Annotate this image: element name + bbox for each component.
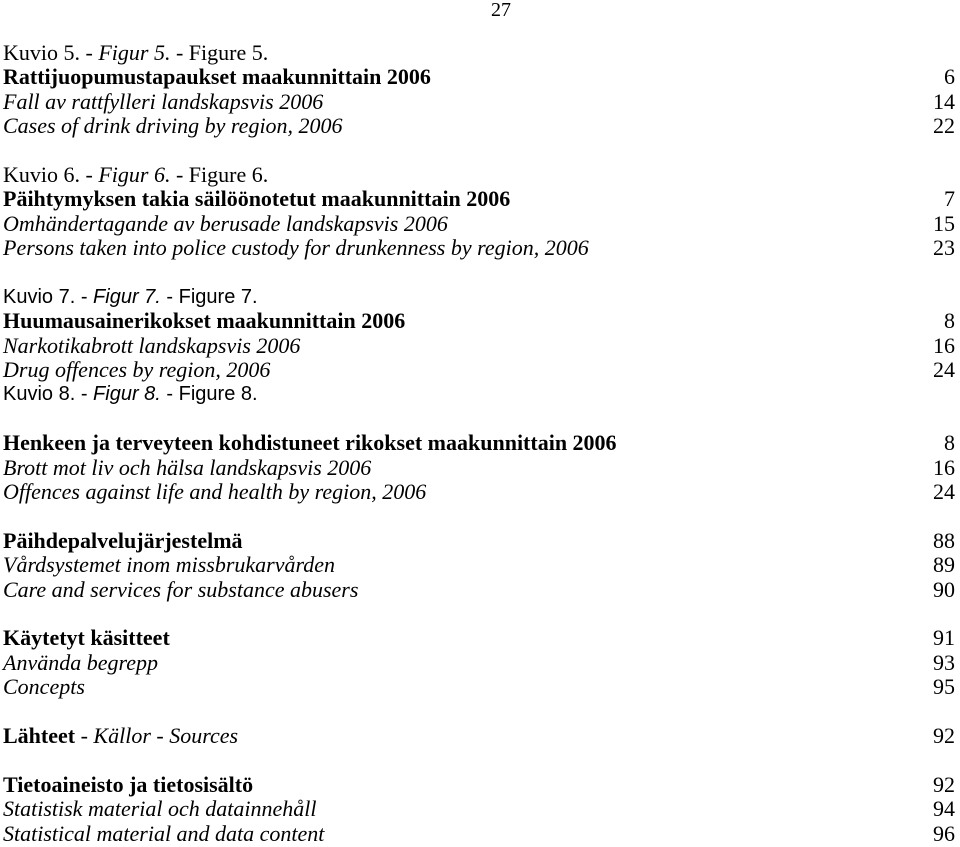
figure-heading-text [3, 163, 955, 187]
toc-entry [3, 90, 955, 114]
toc-entry [3, 358, 955, 382]
blank-line [3, 748, 955, 772]
toc-entry-page: 91 [933, 625, 955, 651]
toc-entry [3, 773, 955, 797]
toc-entry-page: 23 [933, 235, 955, 261]
toc-entry [3, 187, 955, 211]
toc-entry-title: Tietoaineisto ja tietosisältö [3, 771, 254, 797]
toc-entry-title: Henkeen ja terveyteen kohdistuneet rikokset maakunnittain 2006 [3, 430, 617, 456]
figure-heading-text [3, 285, 955, 309]
blank-line [3, 139, 955, 163]
toc-entry [3, 309, 955, 333]
toc-entry-title: Narkotikabrott landskapsvis 2006 [3, 332, 301, 358]
figure-label-fi: Kuvio 6. - [3, 161, 99, 187]
toc-entry [3, 553, 955, 577]
toc-entry-title: Käytetyt käsitteet [3, 625, 170, 651]
figure-8-heading [3, 382, 955, 406]
figure-label-en: - Figure 8. [160, 383, 258, 406]
toc-entry-page: 92 [933, 771, 955, 797]
toc-entry-title [3, 724, 933, 748]
figure-label-en: - Figure 6. [170, 161, 269, 187]
toc-entry-title: Huumausainerikokset maakunnittain 2006 [3, 308, 406, 334]
toc-entry [3, 651, 955, 675]
figure-label-en: - Figure 7. [160, 285, 258, 308]
toc-entry-page: 15 [933, 210, 955, 236]
sources-separator: - [75, 722, 94, 748]
figure-label-sv: Figur 7. [93, 285, 161, 308]
blank-line [3, 504, 955, 528]
toc-entry-title: Statistisk material och datainnehåll [3, 796, 317, 822]
toc-entry-page: 93 [933, 649, 955, 675]
toc-entry [3, 529, 955, 553]
toc-entry-title: Cases of drink driving by region, 2006 [3, 113, 343, 139]
toc-entry-page: 14 [933, 88, 955, 114]
toc-entry-title: Offences against life and health by region, 2006 [3, 479, 427, 505]
toc-entry-title: Päihtymyksen takia säilöönotetut maakunnittain 2006 [3, 186, 511, 212]
figure-label-fi: Kuvio 7. - [3, 285, 94, 308]
toc-entry [3, 65, 955, 89]
toc-entry [3, 431, 955, 455]
toc-entry-page: 94 [933, 796, 955, 822]
toc-entry [3, 212, 955, 236]
toc-entry-page: 8 [944, 430, 955, 456]
toc-entry-title: Brott mot liv och hälsa landskapsvis 2006 [3, 454, 372, 480]
toc-entry-page: 95 [933, 674, 955, 700]
sources-label-fi: Lähteet [3, 722, 76, 748]
figure-heading-text [3, 41, 955, 65]
toc-entry-page: 6 [944, 64, 955, 90]
toc-entry-title: Care and services for substance abusers [3, 576, 359, 602]
toc-entry-title: Päihdepalvelujärjestelmä [3, 527, 243, 553]
toc-entry [3, 626, 955, 650]
toc-entry-page: 24 [933, 479, 955, 505]
blank-line [3, 261, 955, 285]
figure-label-sv: Figur 6. [98, 161, 171, 187]
toc-entry-title: Concepts [3, 674, 85, 700]
toc-entry-title: Rattijuopumustapaukset maakunnittain 2006 [3, 64, 431, 90]
table-of-contents [3, 41, 955, 846]
toc-entry-title: Drug offences by region, 2006 [3, 357, 271, 383]
toc-entry-title: Vårdsystemet inom missbrukarvården [3, 552, 335, 578]
toc-entry-page: 8 [944, 308, 955, 334]
toc-entry-page: 88 [933, 527, 955, 553]
toc-entry-page: 96 [933, 820, 955, 846]
toc-entry-title: Statistical material and data content [3, 820, 325, 846]
figure-7-heading [3, 285, 955, 309]
blank-line [3, 602, 955, 626]
blank-line [3, 407, 955, 431]
page-number: 27 [491, 0, 511, 21]
toc-entry-page: 7 [944, 186, 955, 212]
toc-entry-page: 16 [933, 332, 955, 358]
toc-entry-page: 92 [933, 722, 955, 748]
toc-entry [3, 334, 955, 358]
figure-label-en: - Figure 5. [170, 40, 269, 65]
toc-entry [3, 578, 955, 602]
toc-entry [3, 456, 955, 480]
sources-label-sv-en: Källor - Sources [93, 722, 239, 748]
figure-label-sv: Figur 8. [93, 383, 161, 406]
toc-entry-page: 90 [933, 576, 955, 602]
figure-label-sv: Figur 5. [98, 40, 171, 65]
toc-entry [3, 114, 955, 138]
toc-entry-title: Omhändertagande av berusade landskapsvis 2006 [3, 210, 448, 236]
toc-entry-page: 22 [933, 113, 955, 139]
toc-entry-page: 89 [933, 552, 955, 578]
toc-entry-title: Persons taken into police custody for drunkenness by region, 2006 [3, 235, 589, 261]
figure-heading-text [3, 382, 955, 406]
toc-entry [3, 822, 955, 846]
toc-entry-page: 16 [933, 454, 955, 480]
toc-entry-sources [3, 724, 955, 748]
figure-6-heading [3, 163, 955, 187]
blank-line [3, 700, 955, 724]
figure-label-fi: Kuvio 5. - [3, 40, 99, 65]
toc-entry-title: Fall av rattfylleri landskapsvis 2006 [3, 88, 324, 114]
toc-entry [3, 236, 955, 260]
figure-5-heading [3, 41, 955, 65]
toc-entry [3, 675, 955, 699]
figure-label-fi: Kuvio 8. - [3, 383, 94, 406]
toc-entry-title: Använda begrepp [3, 649, 158, 675]
toc-entry [3, 797, 955, 821]
toc-entry [3, 480, 955, 504]
toc-entry-page: 24 [933, 357, 955, 383]
